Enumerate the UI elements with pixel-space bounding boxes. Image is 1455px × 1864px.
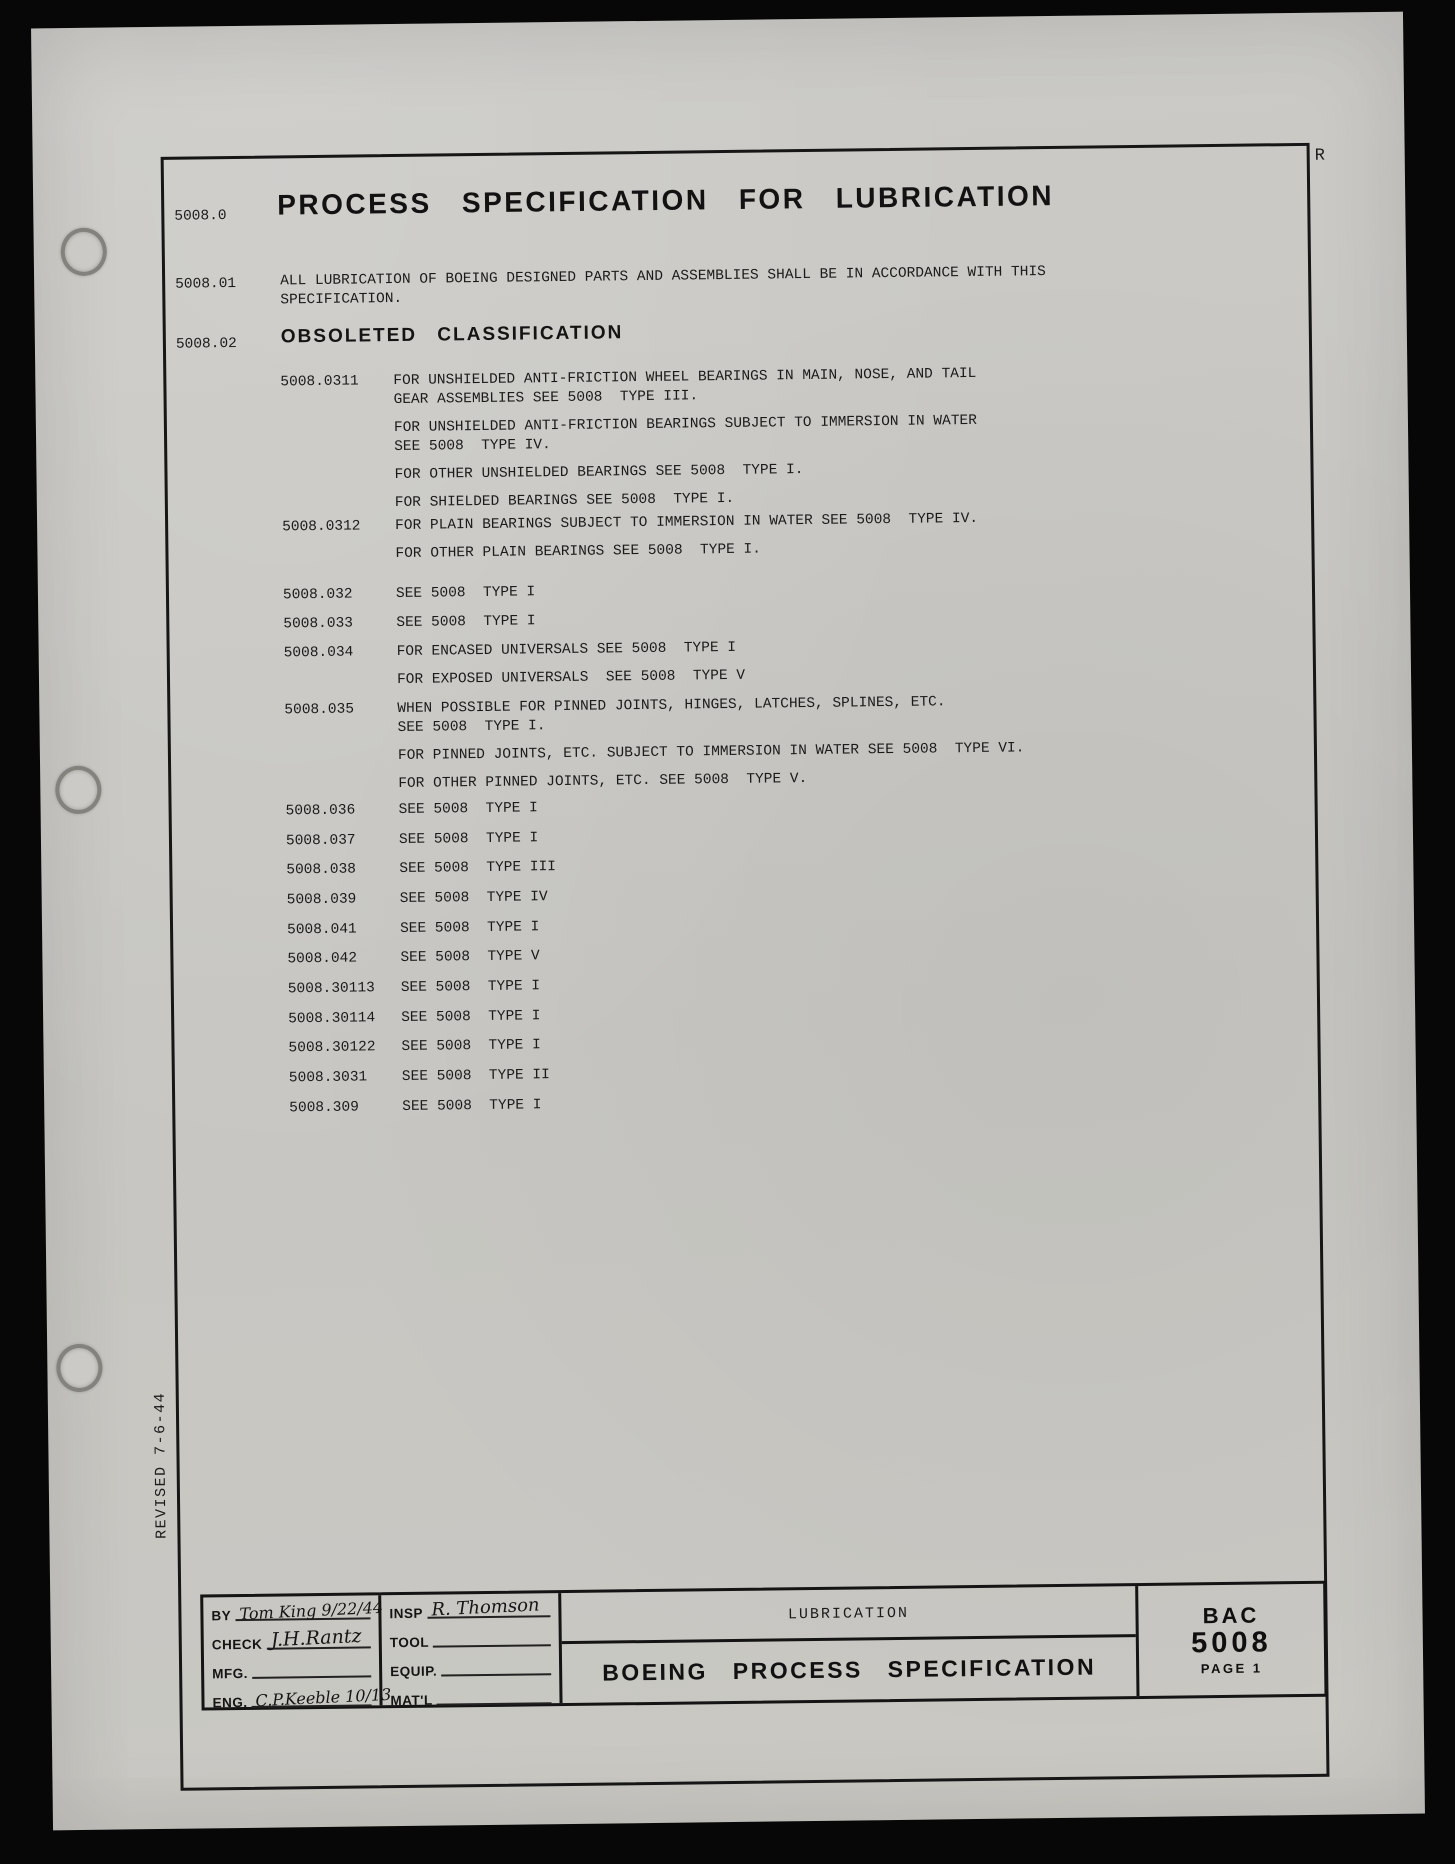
approval-table <box>200 1581 1327 1711</box>
insp-line <box>427 1593 551 1619</box>
insp-signature: R. Thomson <box>430 1594 540 1621</box>
spec-item <box>286 829 539 860</box>
classification-heading: OBSOLETED CLASSIFICATION <box>280 322 624 348</box>
doc-title-text: BOEING PROCESS SPECIFICATION <box>602 1653 1097 1686</box>
spec-item-number: 5008.035 <box>284 701 355 719</box>
matl-row <box>382 1680 559 1711</box>
spec-item-number: 5008.30114 <box>288 1010 376 1028</box>
spec-item-number: 5008.032 <box>282 586 353 604</box>
spec-item <box>280 365 978 523</box>
by-label: BY <box>211 1608 232 1624</box>
spec-item-number: 5008.0312 <box>282 518 361 536</box>
spec-item <box>287 947 540 978</box>
punch-hole-bottom <box>56 1344 103 1393</box>
paper-sheet <box>31 12 1425 1831</box>
approval-column-left <box>203 1595 392 1711</box>
spec-item <box>286 799 539 830</box>
spec-item-paragraph: SEE 5008 TYPE I <box>396 613 536 632</box>
doc-code-page: PAGE 1 <box>1200 1660 1263 1676</box>
by-line <box>235 1595 384 1624</box>
spec-item-paragraph: SEE 5008 TYPE I <box>402 1097 542 1115</box>
eng-line <box>251 1682 392 1711</box>
eng-label: ENG. <box>212 1694 248 1711</box>
mfg-label: MFG. <box>212 1665 248 1682</box>
spec-item-paragraph: SEE 5008 TYPE III <box>399 859 557 878</box>
spec-item-paragraph: FOR UNSHIELDED ANTI-FRICTION BEARINGS SUBJECT TO IMMERSION IN WATER SEE 5008 TYPE IV. <box>393 412 978 456</box>
tool-row <box>382 1622 559 1653</box>
spec-item <box>287 918 540 949</box>
spec-item-number: 5008.042 <box>287 950 358 968</box>
matl-label: MAT'L <box>390 1692 433 1709</box>
spec-item-paragraph: SEE 5008 TYPE I <box>395 584 536 603</box>
tool-line <box>433 1622 551 1647</box>
by-row <box>203 1595 384 1626</box>
spec-item-number: 5008.0311 <box>280 373 359 391</box>
check-line <box>266 1624 371 1652</box>
spec-item-paragraph: FOR UNSHIELDED ANTI-FRICTION WHEEL BEARINGS IN MAIN, NOSE, AND TAIL GEAR ASSEMBLIES SEE 5008 TYPE III. <box>393 365 977 409</box>
spec-item-paragraph: SEE 5008 TYPE I <box>398 830 539 849</box>
eng-row <box>204 1682 392 1713</box>
spec-item-number: 5008.30113 <box>287 980 375 998</box>
spec-item-paragraph: FOR OTHER PINNED JOINTS, ETC. SEE 5008 TYPE V. <box>398 771 808 793</box>
punch-hole-middle <box>55 766 102 815</box>
check-signature: J.H.Rantz <box>269 1624 362 1652</box>
spec-item-number: 5008.039 <box>286 891 357 909</box>
spec-item <box>289 1066 550 1097</box>
check-label: CHECK <box>211 1636 263 1653</box>
spec-item <box>284 639 746 701</box>
intro-paragraph: ALL LUBRICATION OF BOEING DESIGNED PARTS AND ASSEMBLIES SHALL BE IN ACCORDANCE WITH THIS SPECIFICATION. <box>280 264 1046 309</box>
insp-row <box>381 1593 558 1624</box>
spec-item-paragraph: FOR PLAIN BEARINGS SUBJECT TO IMMERSION IN WATER SEE 5008 TYPE IV. <box>395 510 979 535</box>
spec-item-paragraph: FOR OTHER UNSHIELDED BEARINGS SEE 5008 TYPE I. <box>394 462 804 484</box>
check-row <box>204 1624 379 1655</box>
approval-column-right <box>381 1593 562 1709</box>
spec-item <box>286 858 556 889</box>
punch-hole-top <box>60 228 107 277</box>
spec-item <box>289 1096 542 1127</box>
matl-line <box>436 1680 551 1705</box>
doc-code-box <box>1138 1584 1324 1696</box>
spec-item-paragraph: SEE 5008 TYPE IV <box>399 889 548 908</box>
spec-item-number: 5008.036 <box>285 802 356 820</box>
spec-item-number: 5008.041 <box>286 921 357 939</box>
spec-item <box>282 510 979 574</box>
spec-item-paragraph: FOR ENCASED UNIVERSALS SEE 5008 TYPE I <box>396 639 737 661</box>
spec-item <box>287 888 548 919</box>
spec-item <box>288 977 541 1008</box>
spec-item-number: 5008.034 <box>283 644 354 662</box>
spec-item-paragraph: FOR PINNED JOINTS, ETC. SUBJECT TO IMMERSION IN WATER SEE 5008 TYPE VI. <box>397 740 1025 765</box>
spec-item-paragraph: SEE 5008 TYPE I <box>400 978 541 997</box>
spec-item-number: 5008.033 <box>283 615 354 633</box>
spec-item <box>288 1007 541 1038</box>
mfg-row <box>204 1653 379 1684</box>
doc-code-number: 5008 <box>1190 1625 1272 1659</box>
spec-item-number: 5008.037 <box>285 832 356 850</box>
spec-item-paragraph: WHEN POSSIBLE FOR PINNED JOINTS, HINGES, LATCHES, SPLINES, ETC. SEE 5008 TYPE I. <box>397 694 946 737</box>
title-block <box>561 1586 1139 1703</box>
spec-item-number: 5008.3031 <box>288 1069 368 1087</box>
spec-item-paragraph: SEE 5008 TYPE V <box>400 948 540 967</box>
by-signature: Tom King 9/22/44 <box>238 1597 384 1624</box>
section-number-classification: 5008.02 <box>175 335 237 353</box>
spec-item-paragraph: SEE 5008 TYPE I <box>399 919 540 938</box>
spec-item <box>288 1036 541 1067</box>
spec-item-paragraph: FOR EXPOSED UNIVERSALS SEE 5008 TYPE V <box>396 667 746 689</box>
doc-code-org: BAC <box>1202 1602 1260 1628</box>
equip-line <box>441 1651 551 1676</box>
spec-item-paragraph: FOR SHIELDED BEARINGS SEE 5008 TYPE I. <box>394 490 735 512</box>
registration-mark: R <box>1314 146 1327 166</box>
spec-item-number: 5008.309 <box>289 1099 359 1117</box>
page-title: PROCESS SPECIFICATION FOR LUBRICATION <box>277 179 1055 221</box>
subject-row <box>561 1586 1136 1644</box>
equip-label: EQUIP. <box>390 1663 438 1680</box>
revised-note: REVISED 7-6-44 <box>151 1391 171 1540</box>
section-number-intro: 5008.01 <box>175 275 237 293</box>
spec-item-paragraph: SEE 5008 TYPE II <box>401 1067 550 1085</box>
subject-text: LUBRICATION <box>787 1604 910 1623</box>
eng-signature: C.P.Keeble 10/13 <box>255 1684 392 1711</box>
equip-row <box>382 1651 559 1682</box>
spec-item-paragraph: SEE 5008 TYPE I <box>401 1008 541 1026</box>
insp-label: INSP <box>389 1605 424 1622</box>
spec-item-paragraph: SEE 5008 TYPE I <box>398 800 538 819</box>
spec-item-number: 5008.038 <box>286 861 357 879</box>
spec-item-number: 5008.30122 <box>288 1039 376 1057</box>
spec-item <box>284 692 1025 804</box>
tool-label: TOOL <box>389 1634 430 1651</box>
doc-title-row <box>562 1637 1137 1703</box>
spec-item <box>283 612 536 643</box>
mfg-line <box>252 1653 372 1678</box>
spec-item <box>283 583 536 614</box>
spec-item-paragraph: FOR OTHER PLAIN BEARINGS SEE 5008 TYPE I. <box>395 541 762 563</box>
spec-item-paragraph: SEE 5008 TYPE I <box>401 1037 541 1055</box>
section-number-main: 5008.0 <box>174 208 227 225</box>
